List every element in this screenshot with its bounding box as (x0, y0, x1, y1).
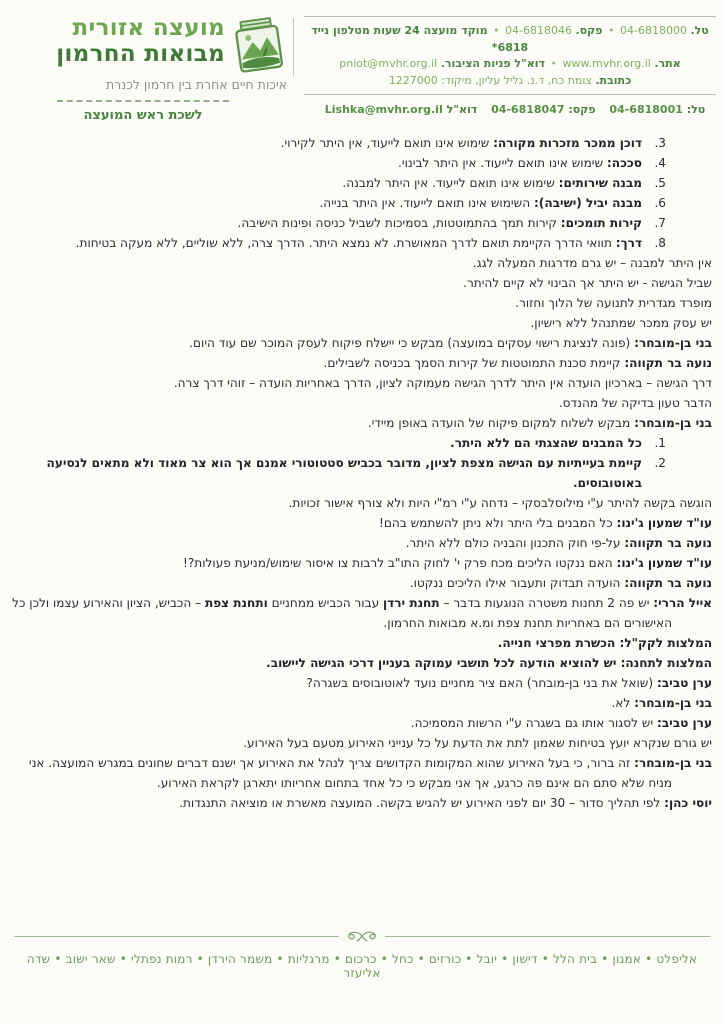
speaker-name: יוסי כהן: (664, 796, 712, 810)
list-number: 1. (654, 436, 666, 450)
fax-label: פקס. (575, 24, 603, 37)
speaker-name: בני בן-מובחר: (634, 696, 712, 710)
note-line: דרך הגישה – בארכיון הועדה אין היתר לדרך הגישה מעמוקה לציון, הדרך באחריות הועדה – זוהי דרך צרה. (173, 376, 712, 390)
speaker-name: נועה בר תקווה: (624, 576, 712, 590)
recommendation-text: המלצות לקק"ל: הכשרת מפרצי חנייה. (497, 636, 712, 650)
page-footer (0, 929, 724, 1024)
note-line: יש עסק ממכר שמתנהל ללא רישיון. (530, 316, 712, 330)
list-text-bold: קיימת בעייתיות עם הגישה מצפת לציון, מדובר בכביש סטטוטורי אמנם אך הוא צר מאוד ולא מתאים לנסיעה באוטובוסים. (46, 456, 642, 490)
list-number: 8. (654, 236, 666, 250)
address-value: צומת כח, ד.נ. גליל עליון, מיקוד: 1227000 (388, 73, 592, 87)
list-term: מבנה יביל (ישיבה): (533, 196, 642, 210)
list-text: שימוש אינו תואם לייעוד. אין היתר למבנה. (342, 176, 555, 190)
list-text-bold: כל המבנים שהצגתי הם ללא היתר. (450, 436, 642, 450)
office-contact-line (304, 95, 716, 119)
speaker-paragraph (10, 513, 712, 533)
station-name-bold: תחנת ירדן (383, 596, 440, 610)
footer-divider-line (14, 936, 339, 937)
public-email-label: דוא"ל פניות הציבור. (440, 57, 546, 70)
list-number: 4. (654, 156, 666, 170)
speaker-name: ערן טביב: (656, 676, 712, 690)
speaker-text: על-פי חוק התכנון והבניה כולם ללא היתר. (405, 536, 621, 550)
list-term: דרך: (615, 236, 642, 250)
speaker-name: ערן טביב: (656, 716, 712, 730)
recommendation-line (10, 653, 712, 673)
list-number: 6. (654, 196, 666, 210)
speaker-paragraph (10, 713, 712, 733)
contact-line-phones (306, 23, 714, 56)
speaker-text: לפי תהליך סדור – 30 יום לפני האירוע יש להגיש בקשה. המועצה מאשרת או מוציאה התנגדות. (179, 796, 661, 810)
contact-block (304, 16, 716, 119)
office-email-value: Lishka@mvhr.org.il (324, 103, 443, 116)
list-number: 3. (654, 136, 666, 150)
speaker-name: בני בן-מובחר: (634, 336, 712, 350)
speaker-paragraph (10, 673, 712, 693)
list-text: שימוש אינו תואם לייעוד. אין היתר לבינוי. (398, 156, 604, 170)
council-emblem-icon (231, 16, 287, 74)
contact-line-address (306, 73, 714, 90)
address-label: כתובת. (595, 73, 632, 87)
public-email-value: pniot@mvhr.org.il (339, 57, 438, 70)
speaker-name: עו"ד שמעון ג'ינו: (616, 516, 712, 530)
speaker-text: קיימת סכנת התמוטטות של קירות הסמך בכניסה לשבילים. (323, 356, 621, 370)
speaker-text: – הכביש, הציון והאירוע עצמו ולכן כל האישורים הם באחריות תחנת צפת ומ.א מבואות החרמון. (12, 596, 672, 630)
speaker-paragraph (10, 553, 712, 573)
list-number: 5. (654, 176, 666, 190)
list-item (10, 453, 666, 493)
speaker-text: מבקש לשלוח למקום פיקוח של הועדה באופן מיידי. (367, 416, 631, 430)
office-phone-label: טל: (686, 103, 706, 116)
document-body (0, 123, 724, 929)
office-fax-value: 04-6818047 (491, 103, 565, 116)
council-name-line2: מבואות החרמון (56, 41, 225, 67)
speaker-text: זה ברור, כי בעל האירוע שהוא המקומות הקדושים צריך לנהל את האירוע אך ישנם דברים שחונים במגרש המועצה. אני מניח שלא סתם הם אינם פה כרגע, אך אני מבקש כי כל אחד בתחום אחריותו יתארגן לקראת האירוע. (28, 756, 672, 790)
speaker-text: כל המבנים בלי היתר ולא ניתן להשתמש בהם! (378, 516, 613, 530)
list-item (10, 233, 666, 253)
department-title: לשכת ראש המועצה (83, 108, 203, 123)
station-name-bold: ותחנת צפת (204, 596, 268, 610)
speaker-text: עבור הכביש ממחניים (267, 596, 383, 610)
speaker-text: (פונה לנציגת רישוי עסקים במועצה) מבקש כי יישלח פיקוח לעסק המוכר שם עוד היום. (189, 336, 631, 350)
speaker-text: הועדה תבדוק ותעבור אילו הליכים ננקטו. (409, 576, 621, 590)
footer-divider (14, 929, 710, 943)
findings-list-a (10, 133, 712, 253)
speaker-name: נועה בר תקווה: (624, 356, 712, 370)
speaker-text: יש פה 2 תחנות משטרה הנוגעות בדבר – (439, 596, 650, 610)
bullet-separator: • (550, 57, 558, 70)
speaker-text: לא. (611, 696, 631, 710)
logo-block (10, 16, 287, 123)
hotline-label: מוקד מועצה 24 שעות מטלפון נייד 6818* (311, 24, 529, 54)
list-item (10, 213, 666, 233)
list-term: דוכן ממכר מזכרות מקורה: (493, 136, 642, 150)
speaker-name: בני בן-מובחר: (634, 756, 712, 770)
office-email-label: דוא"ל (446, 103, 478, 116)
list-term: סככה: (606, 156, 642, 170)
list-term: קירות תומכים: (560, 216, 642, 230)
website-label: אתר. (654, 57, 681, 70)
dashed-divider (57, 100, 229, 102)
list-text: קירות תמך בהתמוטטות, בסמיכות לשביל כניסה ופינות הישיבה. (237, 216, 557, 230)
list-item (10, 193, 666, 213)
member-villages: אליפלט • אמנון • בית הלל • דישון • יובל • כורזים • כחל • כרכום • מרגליות • משמר הירדן • רמות נפתלי • שאר ישוב • שדה אליעזר (26, 952, 698, 980)
letterhead (0, 0, 724, 123)
office-fax-label: פקס: (568, 103, 596, 116)
list-item (10, 173, 666, 193)
list-term: מבנה שירותים: (558, 176, 642, 190)
contact-box (304, 16, 716, 95)
note-line: אין היתר למבנה – יש גרם מדרגות המעלה לגג. (472, 256, 712, 270)
speaker-paragraph (10, 753, 712, 793)
speaker-name: אייל הררי: (653, 596, 712, 610)
note-line: יש גורם שנקרא יועץ בטיחות שאמון לתת את הדעת על כל ענייני האירוע מטעם בעל האירוע. (243, 736, 712, 750)
list-text: שימוש אינו תואם לייעוד, אין היתר לקירוי. (280, 136, 490, 150)
list-number: 2. (654, 456, 666, 470)
speaker-name: בני בן-מובחר: (634, 416, 712, 430)
fax-value: 04-6818046 (505, 24, 572, 37)
speaker-paragraph (10, 533, 712, 553)
conclusions-list-b (10, 433, 712, 493)
footer-divider-line (385, 936, 710, 937)
speaker-text: האם ננקטו הליכים מכח פרק י' לחוק התו"ב לרבות צו איסור שימוש/מניעת פעולות?! (183, 556, 613, 570)
speaker-paragraph (10, 353, 712, 373)
speaker-paragraph (10, 693, 712, 713)
phone-label: טל. (690, 24, 709, 37)
office-phone-value: 04-6818001 (609, 103, 683, 116)
speaker-name: עו"ד שמעון ג'ינו: (616, 556, 712, 570)
list-text: תוואי הדרך הקיימת תואם לדרך המאושרת. לא נמצא היתר. הדרך צרה, ללא שוליים, ללא מעקה בטיחות. (75, 236, 612, 250)
list-number: 7. (654, 216, 666, 230)
bullet-separator: • (493, 24, 500, 37)
recommendation-line (10, 633, 712, 653)
bullet-separator: • (608, 24, 615, 37)
contact-line-web (306, 56, 714, 73)
speaker-paragraph (10, 413, 712, 433)
list-item (10, 133, 666, 153)
list-item (10, 153, 666, 173)
footer-ornament-icon (344, 929, 380, 943)
speaker-paragraph (10, 793, 712, 813)
speaker-text: (שואל את בני בן-מובחר) האם ציר מחניים נועד לאוטובוסים בשגרה? (306, 676, 654, 690)
speaker-paragraph (10, 593, 712, 633)
note-line: מופרד מגדרית לתנועה של הלוך וחזור. (515, 296, 712, 310)
council-name-line1: מועצה אזורית (72, 15, 225, 41)
speaker-paragraph (10, 573, 712, 593)
header-vertical-divider (293, 18, 294, 76)
recommendation-text: המלצות לתחנה: יש להוציא הודעה לכל תושבי עמוקה בעניין דרכי הגישה ליישוב. (266, 656, 712, 670)
website-value: www.mvhr.org.il (562, 57, 651, 70)
list-text: השימוש אינו תואם לייעוד. אין היתר בנייה. (319, 196, 531, 210)
council-tagline: איכות חיים אחרת בין חרמון לכנרת (105, 77, 287, 92)
council-name (56, 16, 225, 67)
list-item (10, 433, 666, 453)
note-line: הוגשה בקשה להיתר ע"י מילוסלבסקי – נדחה ע"י רמ"י היות ולא צורף אישור זכויות. (288, 496, 712, 510)
speaker-name: נועה בר תקווה: (624, 536, 712, 550)
speaker-text: יש לסגור אותו גם בשגרה ע"י הרשות המסמיכה. (410, 716, 654, 730)
note-line: הדבר טעון בדיקה של מהנדס. (558, 396, 712, 410)
phone-value: 04-6818000 (620, 24, 687, 37)
note-line: שביל הגישה - יש היתר אך הבינוי לא קיים להיתר. (463, 276, 712, 290)
speaker-paragraph (10, 333, 712, 353)
